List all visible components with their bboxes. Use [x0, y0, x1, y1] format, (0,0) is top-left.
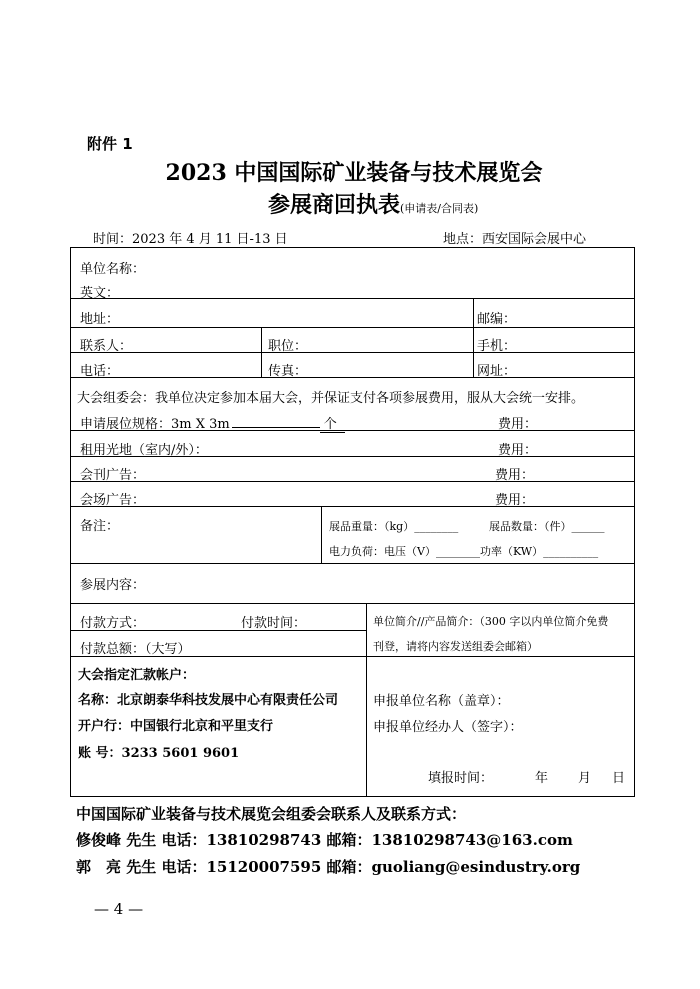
- website-label: 网址：: [477, 364, 517, 379]
- subtitle-note: (申请表/合同表): [400, 202, 479, 215]
- row-divider: [71, 377, 634, 378]
- row-divider: [71, 603, 634, 604]
- exhibit-count-label: 展品数量：（件）______: [489, 520, 605, 533]
- booth-spec-label: [80, 413, 345, 432]
- account-bank: 开户行：中国银行北京和平里支行: [78, 719, 274, 734]
- row-divider: [71, 327, 634, 328]
- power-load-label: 电力负荷：电压（V）________功率（KW）__________: [329, 545, 599, 558]
- annex-label: 附件 1: [87, 135, 133, 153]
- intro-text-line2: 刊登，请将内容发送组委会邮箱）: [373, 640, 538, 653]
- fill-time-month: 月: [578, 771, 592, 786]
- booth-quantity-blank: [232, 417, 320, 428]
- row-divider: [71, 352, 634, 353]
- payment-time-label: 付款时间：: [241, 616, 307, 631]
- total-amount-label: 付款总额：（大写）: [80, 642, 191, 657]
- venue-ad-label: 会场广告：: [80, 493, 146, 508]
- unit-name-label: 单位名称：: [80, 262, 146, 277]
- subtitle-main: 参展商回执表: [268, 192, 401, 218]
- venue-ad-fee-label: 费用：: [495, 493, 535, 508]
- fill-time-year: 年: [535, 771, 549, 786]
- phone-label: 电话：: [80, 364, 120, 379]
- fill-time-day: 日: [612, 771, 626, 786]
- applicant-name-label: 申报单位名称（盖章）：: [373, 694, 510, 709]
- booth-unit: 个: [320, 417, 345, 433]
- declaration-text: 大会组委会：我单位决定参加本届大会，并保证支付各项参展费用，服从大会统一安排。: [77, 391, 585, 406]
- account-name: 名称：北京朗泰华科技发展中心有限责任公司: [78, 693, 339, 708]
- exhibit-weight-label: 展品重量：（kg）________: [329, 520, 459, 533]
- contact-person-label: 联系人：: [80, 339, 133, 354]
- raw-space-fee-label: 费用：: [498, 443, 538, 458]
- address-label: 地址：: [80, 312, 120, 327]
- remarks-label: 备注：: [80, 519, 120, 534]
- event-time: 时间：2023 年 4 月 11 日-13 日: [93, 232, 288, 247]
- row-divider: [71, 298, 634, 299]
- contacts-heading: 中国国际矿业装备与技术展览会组委会联系人及联系方式：: [76, 805, 467, 823]
- intro-text-line1: 单位简介//产品简介：（300 字以内单位简介免费: [373, 615, 609, 628]
- postcode-label: 邮编：: [477, 312, 517, 327]
- contact-person-2: 郭 亮 先生 电话：15120007595 邮箱：guoliang@esindustry.org: [76, 858, 581, 876]
- contact-person-1: 修俊峰 先生 电话：13810298743 邮箱：13810298743@163.com: [76, 831, 573, 849]
- row-divider: [71, 481, 634, 482]
- registration-form-table: [70, 247, 635, 797]
- payment-method-label: 付款方式：: [80, 616, 146, 631]
- journal-ad-label: 会刊广告：: [80, 468, 146, 483]
- column-divider: [473, 298, 474, 378]
- fill-time-label: 填报时间：: [428, 771, 494, 786]
- fax-label: 传真：: [268, 364, 308, 379]
- column-divider: [261, 327, 262, 378]
- booth-fee-label: 费用：: [498, 417, 538, 432]
- column-divider: [321, 506, 322, 563]
- account-number: 账 号：3233 5601 9601: [78, 746, 240, 761]
- applicant-person-label: 申报单位经办人（签字）：: [373, 720, 523, 735]
- row-divider: [71, 506, 634, 507]
- form-subtitle: [268, 188, 478, 219]
- column-divider: [366, 603, 367, 797]
- event-location: 地点：西安国际会展中心: [443, 232, 587, 247]
- journal-ad-fee-label: 费用：: [495, 468, 535, 483]
- account-title: 大会指定汇款帐户：: [78, 668, 196, 683]
- exhibit-content-label: 参展内容：: [80, 578, 146, 593]
- raw-space-label: 租用光地（室内/外）：: [80, 443, 208, 458]
- position-label: 职位：: [268, 339, 308, 354]
- mobile-label: 手机：: [477, 339, 517, 354]
- form-title: 2023 中国国际矿业装备与技术展览会: [165, 160, 543, 186]
- english-name-label: 英文：: [80, 286, 120, 301]
- page-number: — 4 —: [94, 900, 144, 918]
- row-divider: [71, 563, 634, 564]
- booth-spec-text: 申请展位规格：3m X 3m: [80, 417, 230, 432]
